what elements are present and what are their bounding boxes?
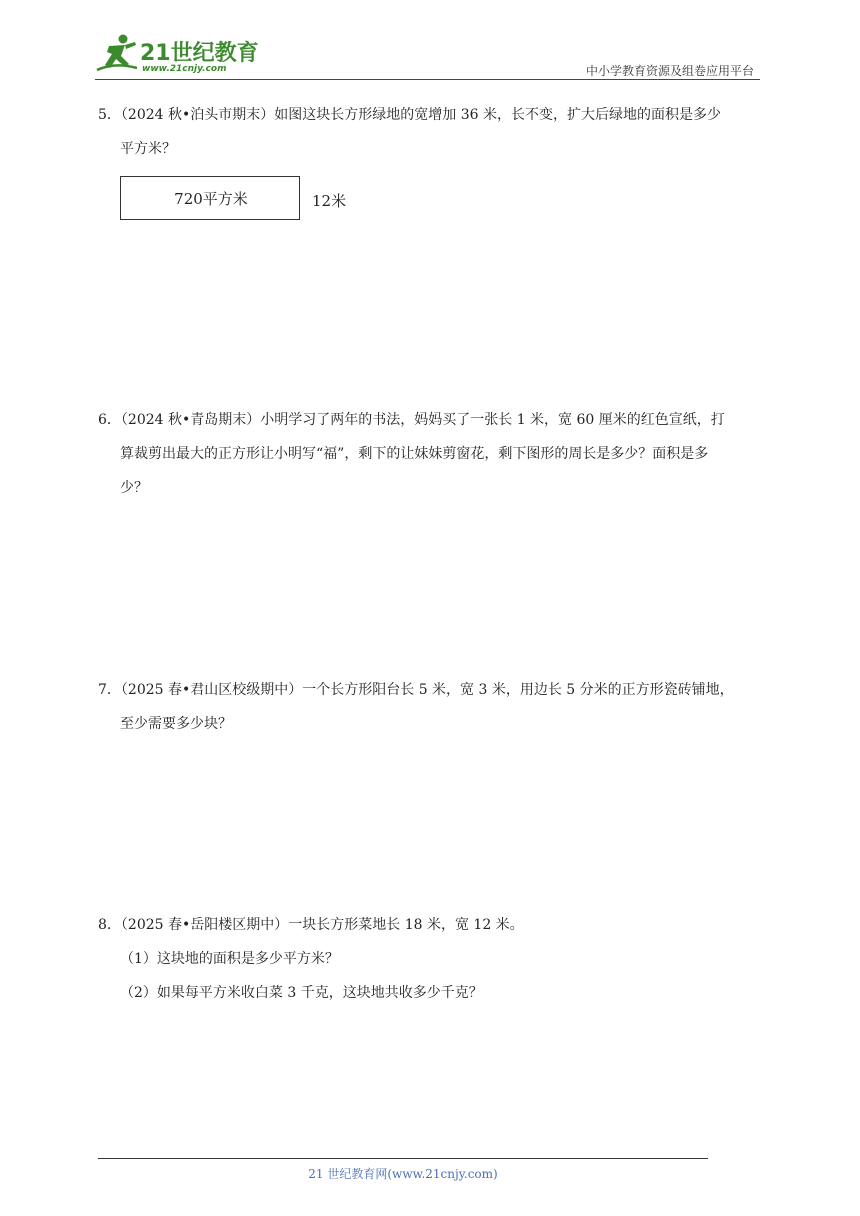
question-8-sub-2: （2）如果每平方米收白菜 3 千克，这块地共收多少千克？ [120, 985, 483, 1001]
rectangle-shape [120, 176, 300, 220]
logo-url: www.21cnjy.com [142, 64, 227, 74]
question-7-line-1: 7．（2025 春•君山区校级期中）一个长方形阳台长 5 米，宽 3 米，用边长 5 分米的正方形瓷砖铺地， [98, 682, 734, 698]
rectangle-width-label: 12米 [312, 192, 347, 210]
logo-text: 21世纪教育 [140, 41, 259, 66]
question-6-line-1: 6．（2024 秋•青岛期末）小明学习了两年的书法，妈妈买了一张长 1 米，宽 60 厘米的红色宣纸，打 [98, 412, 725, 428]
runner-logo-icon [95, 32, 139, 74]
question-5-line-1: 5．（2024 秋•泊头市期末）如图这块长方形绿地的宽增加 36 米，长不变，扩大后绿地的面积是多少 [98, 107, 721, 123]
question-6 [98, 403, 763, 505]
header-divider [95, 79, 760, 80]
footer-divider [98, 1158, 708, 1159]
rectangle-figure [120, 176, 420, 226]
footer-text: 21 世纪教育网(www.21cnjy.com) [308, 1167, 498, 1181]
page-header [95, 30, 760, 80]
platform-title: 中小学教育资源及组卷应用平台 [585, 64, 754, 78]
logo [95, 30, 265, 78]
question-8-sub-1: （1）这块地的面积是多少平方米？ [120, 951, 339, 967]
question-5-line-2: 平方米？ [120, 141, 176, 157]
question-7 [98, 673, 763, 741]
question-6-line-2: 算裁剪出最大的正方形让小明写“福”，剩下的让妹妹剪窗花，剩下图形的周长是多少？面积是多 [120, 446, 709, 462]
question-5 [98, 98, 763, 166]
question-7-line-2: 至少需要多少块？ [120, 716, 232, 732]
question-8-line-1: 8．（2025 春•岳阳楼区期中）一块长方形菜地长 18 米，宽 12 米。 [98, 917, 524, 933]
question-8 [98, 908, 763, 1010]
question-6-line-3: 少？ [120, 480, 148, 496]
rectangle-area-label: 720平方米 [174, 190, 248, 208]
